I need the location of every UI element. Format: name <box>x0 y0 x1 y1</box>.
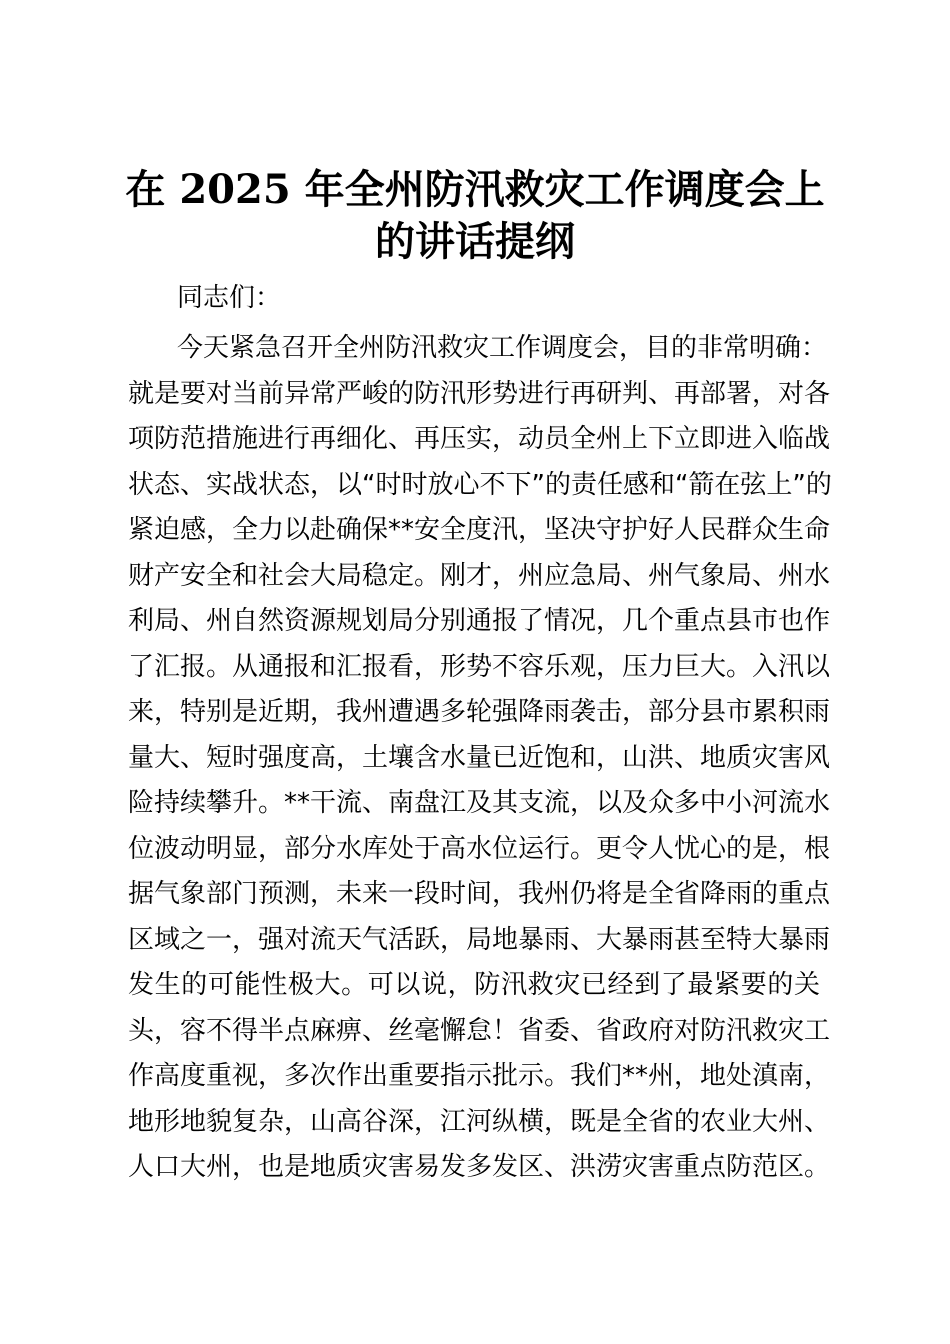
title-line-1: 在 2025 年全州防汛救灾工作调度会上 <box>125 166 825 213</box>
paragraph-line: 状态、实战状态，以“时时放心不下”的责任感和“箭在弦上”的 <box>128 469 832 500</box>
paragraph-line: 人口大州，也是地质灾害易发多发区、洪涝灾害重点防范区。 <box>128 1152 831 1182</box>
salutation: 同志们： <box>177 283 282 313</box>
paragraph-line: 作高度重视，多次作出重要指示批示。我们**州，地处滇南， <box>128 1061 831 1091</box>
paragraph-line: 区域之一，强对流天气活跃，局地暴雨、大暴雨甚至特大暴雨 <box>128 924 831 955</box>
paragraph-line: 头，容不得半点麻痹、丝毫懈怠！省委、省政府对防汛救灾工 <box>128 1015 831 1046</box>
paragraph-line: 利局、州自然资源规划局分别通报了情况，几个重点县市也作 <box>128 606 831 636</box>
body-paragraph <box>128 326 832 1191</box>
paragraph-line: 今天紧急召开全州防汛救灾工作调度会，目的非常明确： <box>177 333 828 363</box>
title-line-2: 的讲话提纲 <box>375 218 575 265</box>
paragraph-line: 来，特别是近期，我州遭遇多轮强降雨袭击，部分县市累积雨 <box>128 697 831 727</box>
paragraph-line: 据气象部门预测，未来一段时间，我州仍将是全省降雨的重点 <box>128 879 831 909</box>
document-title <box>120 164 830 268</box>
paragraph-line: 地形地貌复杂，山高谷深，江河纵横，既是全省的农业大州、 <box>128 1106 831 1137</box>
paragraph-line: 财产安全和社会大局稳定。刚才，州应急局、州气象局、州水 <box>128 560 831 591</box>
paragraph-line: 就是要对当前异常严峻的防汛形势进行再研判、再部署，对各 <box>128 378 831 409</box>
paragraph-line: 紧迫感，全力以赴确保**安全度汛，坚决守护好人民群众生命 <box>128 515 831 545</box>
paragraph-line: 项防范措施进行再细化、再压实，动员全州上下立即进入临战 <box>128 424 831 454</box>
paragraph-line: 位波动明显，部分水库处于高水位运行。更令人忧心的是，根 <box>128 833 831 864</box>
paragraph-line: 量大、短时强度高，土壤含水量已近饱和，山洪、地质灾害风 <box>128 742 831 773</box>
paragraph-line: 了汇报。从通报和汇报看，形势不容乐观，压力巨大。入汛以 <box>128 651 831 682</box>
paragraph-line: 险持续攀升。**干流、南盘江及其支流，以及众多中小河流水 <box>128 788 831 818</box>
paragraph-line: 发生的可能性极大。可以说，防汛救灾已经到了最紧要的关 <box>128 970 820 1000</box>
